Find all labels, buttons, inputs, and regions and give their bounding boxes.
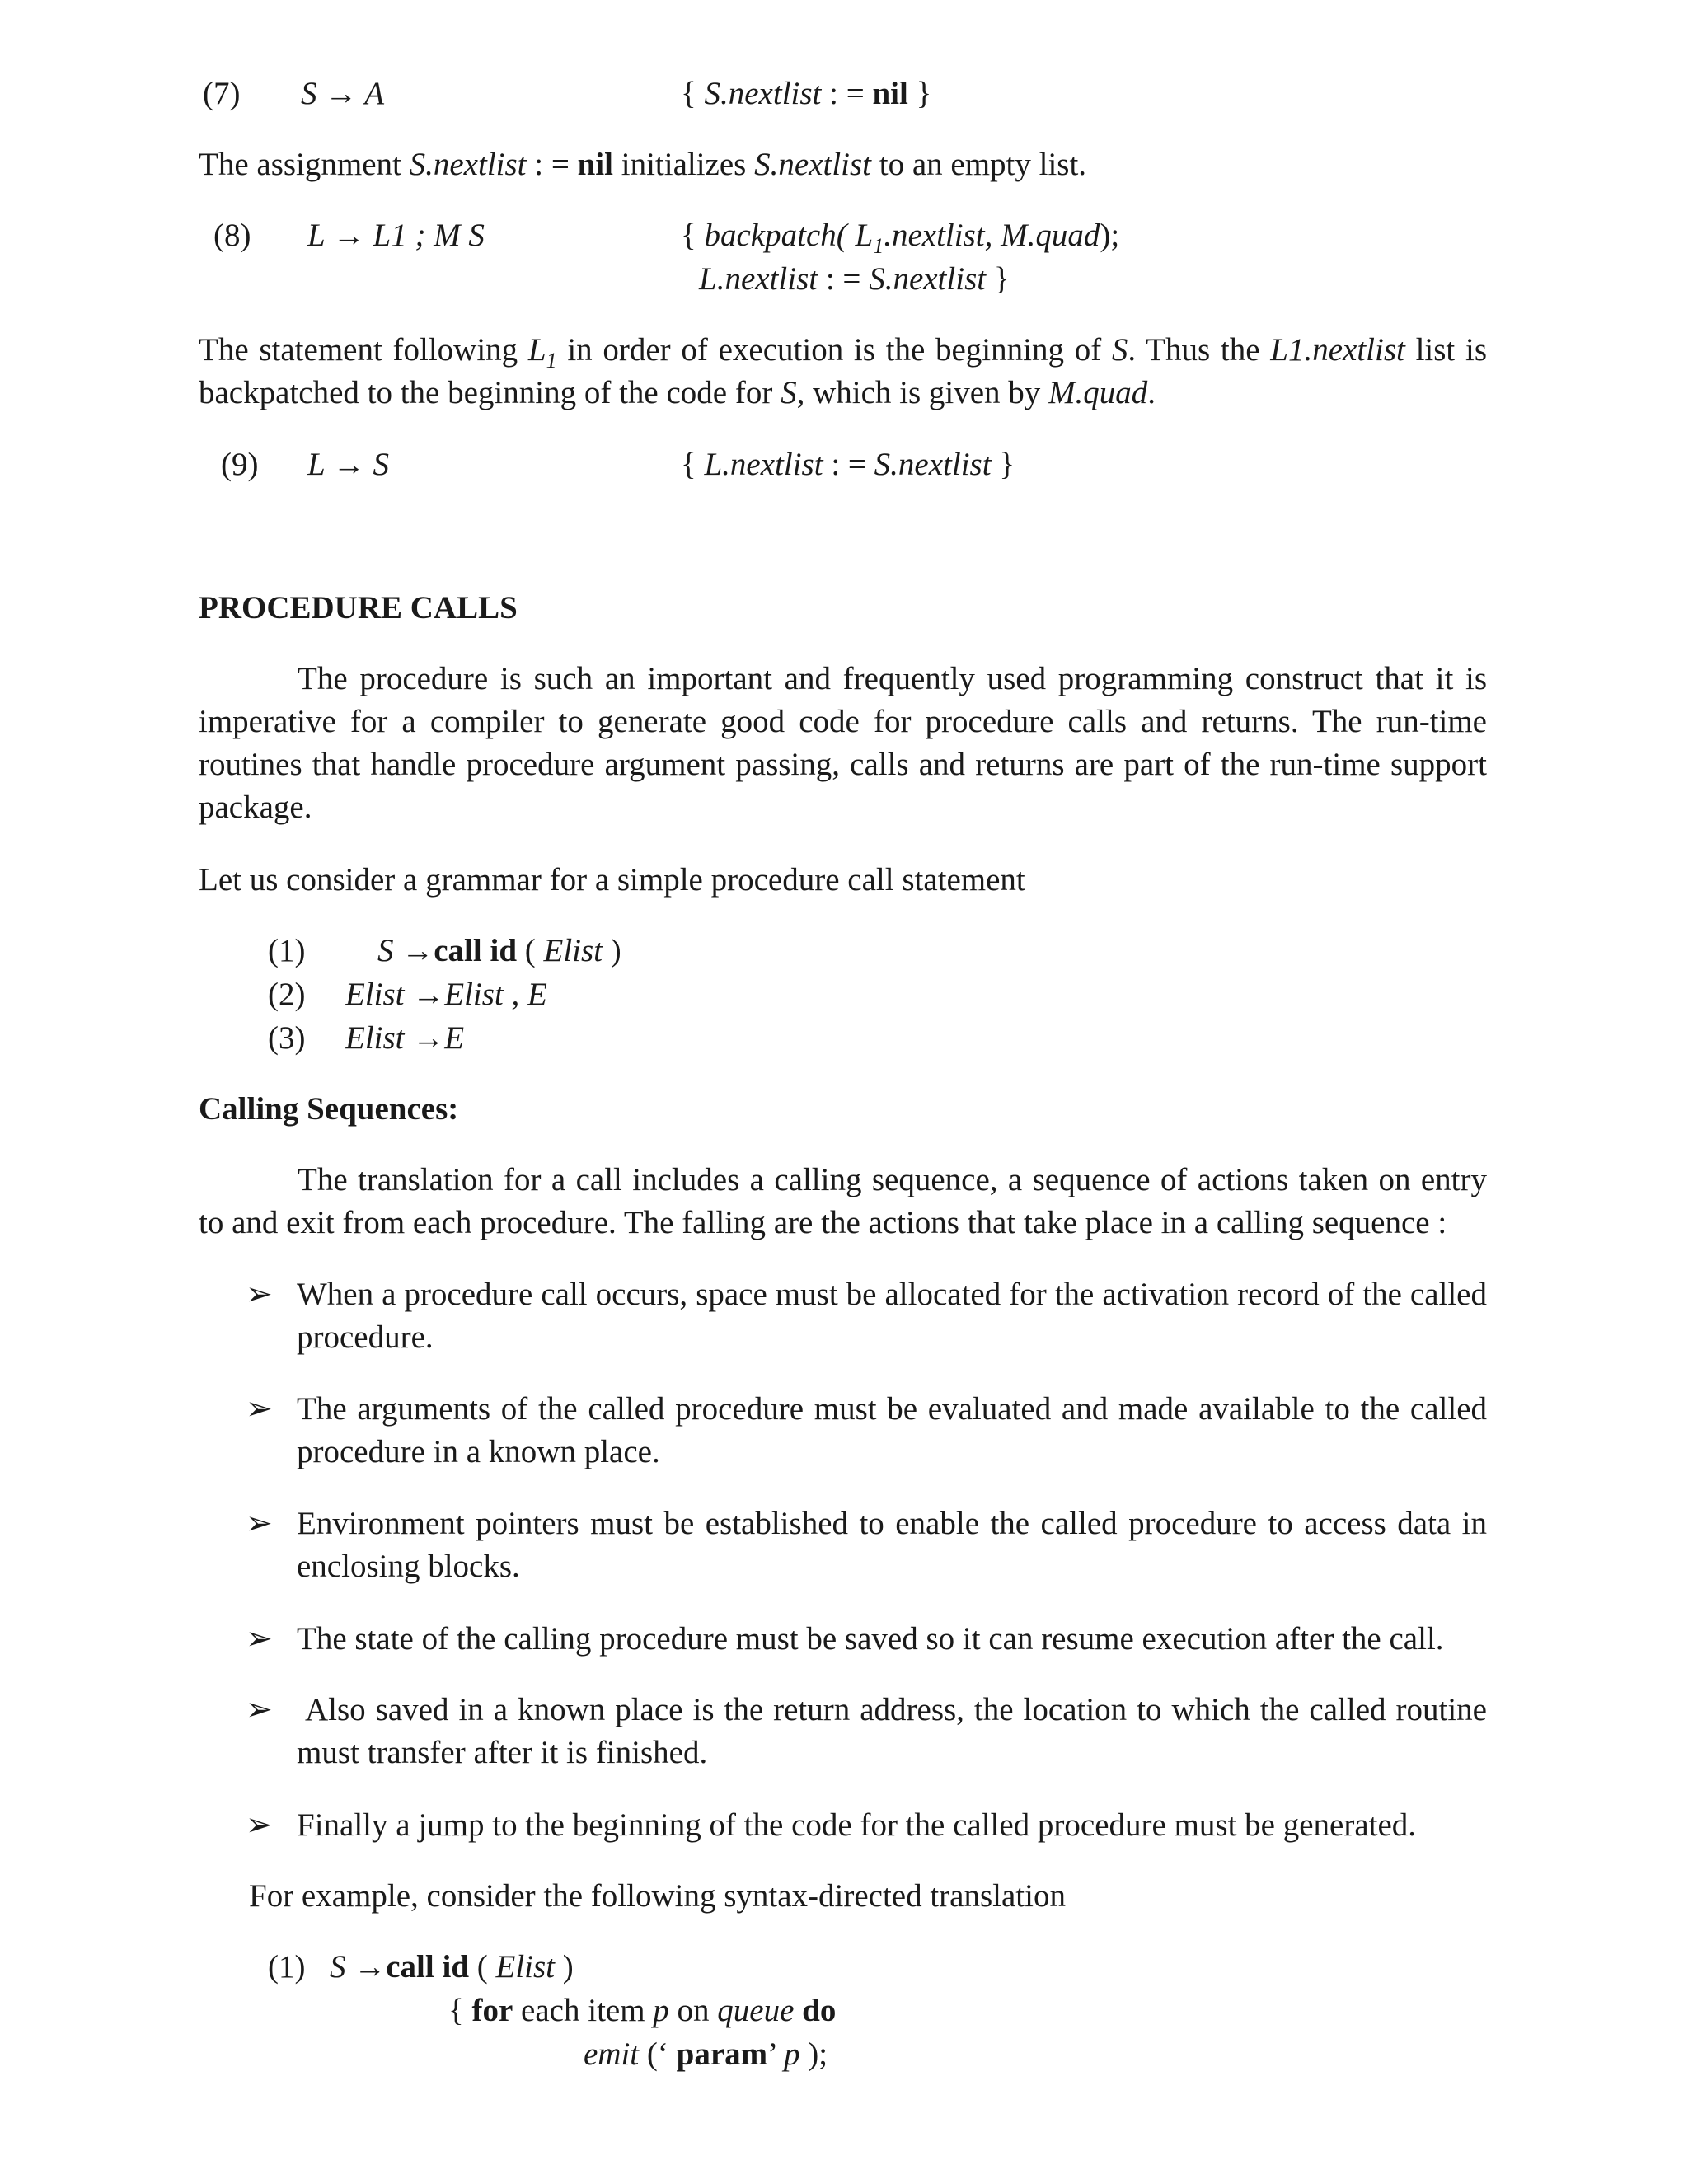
- rule-8-action-line2: L.nextlist : = S.nextlist }: [699, 261, 1010, 297]
- heading-calling-sequences: Calling Sequences:: [199, 1091, 459, 1127]
- bullet-arrow-icon: ➢: [246, 1621, 273, 1657]
- arrow-icon: →: [412, 977, 445, 1012]
- rule-7-production: S → A: [301, 76, 385, 111]
- sdt-rule-1-production: S →call id ( Elist ): [330, 1949, 574, 1985]
- sdt-line-3: emit (‘ param’ p );: [584, 2036, 828, 2072]
- bullet-item: Environment pointers must be established to enable the called procedure to access data in enclosing blocks.: [297, 1506, 1487, 1584]
- arrow-icon: →: [412, 1020, 445, 1056]
- rule-number: (9): [221, 447, 259, 482]
- bullet-arrow-icon: ➢: [246, 1692, 273, 1727]
- grammar-rule-2-production: Elist →Elist , E: [345, 977, 547, 1012]
- bullet-arrow-icon: ➢: [246, 1391, 273, 1427]
- grammar-rule-2: (2): [268, 977, 306, 1012]
- bullet-item: The arguments of the called procedure must be evaluated and made available to the called procedure in a known place.: [297, 1391, 1487, 1469]
- arrow-icon: →: [354, 1949, 387, 1985]
- bullet-item: When a procedure call occurs, space must be allocated for the activation record of the called procedure.: [297, 1277, 1487, 1355]
- rule-8-production: L → L1 ; M S: [307, 218, 485, 253]
- rule-7-action: { S.nextlist : = nil }: [681, 76, 932, 111]
- bullet-arrow-icon: ➢: [246, 1506, 273, 1541]
- grammar-rule-3: (3): [268, 1020, 306, 1056]
- arrow-icon: →: [401, 933, 434, 968]
- rule-number: (7): [203, 76, 241, 111]
- bullet-item: Finally a jump to the beginning of the code for the called procedure must be generated.: [297, 1807, 1417, 1843]
- rule-8: [213, 214, 251, 257]
- rule-number: (8): [213, 218, 251, 253]
- bullet-arrow-icon: ➢: [246, 1807, 273, 1843]
- rule-9-action: { L.nextlist : = S.nextlist }: [681, 447, 1015, 482]
- arrow-icon: →: [332, 447, 365, 482]
- grammar-rule-1-production: S →call id ( Elist ): [377, 933, 621, 968]
- bullet-arrow-icon: ➢: [246, 1277, 273, 1312]
- bullet-item: Also saved in a known place is the return address, the location to which the called routine must transfer after it is finished.: [297, 1692, 1487, 1770]
- arrow-icon: →: [325, 76, 358, 111]
- para-assignment: The assignment S.nextlist : = nil initializes S.nextlist to an empty list.: [199, 147, 1087, 182]
- grammar-rule-3-production: Elist →E: [345, 1020, 465, 1056]
- sdt-rule-1: (1): [268, 1949, 306, 1985]
- grammar-rule-1: (1): [268, 933, 306, 968]
- rule-9: [221, 443, 258, 486]
- arrow-icon: →: [332, 218, 365, 253]
- para-grammar-intro: Let us consider a grammar for a simple procedure call statement: [199, 862, 1025, 898]
- para-procedure: The procedure is such an important and frequently used programming construct that it is imperative for a compiler to generate good code for procedure calls and returns. The run-time routines that handle procedure argument passing, calls and returns are part of the run-time support package.: [199, 661, 1487, 825]
- rule-9-production: L → S: [307, 447, 389, 482]
- rule-8-action-line1: { backpatch( $L_1.nextlist$, M.quad);: [681, 218, 1120, 258]
- heading-procedure-calls: PROCEDURE CALLS: [199, 590, 518, 626]
- para-example-intro: For example, consider the following syntax-directed translation: [249, 1878, 1066, 1914]
- sdt-line-2: { for each item p on queue do: [448, 1993, 837, 2028]
- bullet-item: The state of the calling procedure must be saved so it can resume execution after the call.: [297, 1621, 1444, 1657]
- rule-7: [203, 73, 240, 115]
- para-statement-following: The statement following $L_1$ in order of execution is the beginning of S. Thus the L1.nextlist list is backpatched to the beginning of the code for S, which is given by M.quad.: [199, 332, 1487, 410]
- para-calling-sequence: The translation for a call includes a calling sequence, a sequence of actions taken on entry to and exit from each procedure. The falling are the actions that take place in a calling sequence :: [199, 1162, 1487, 1240]
